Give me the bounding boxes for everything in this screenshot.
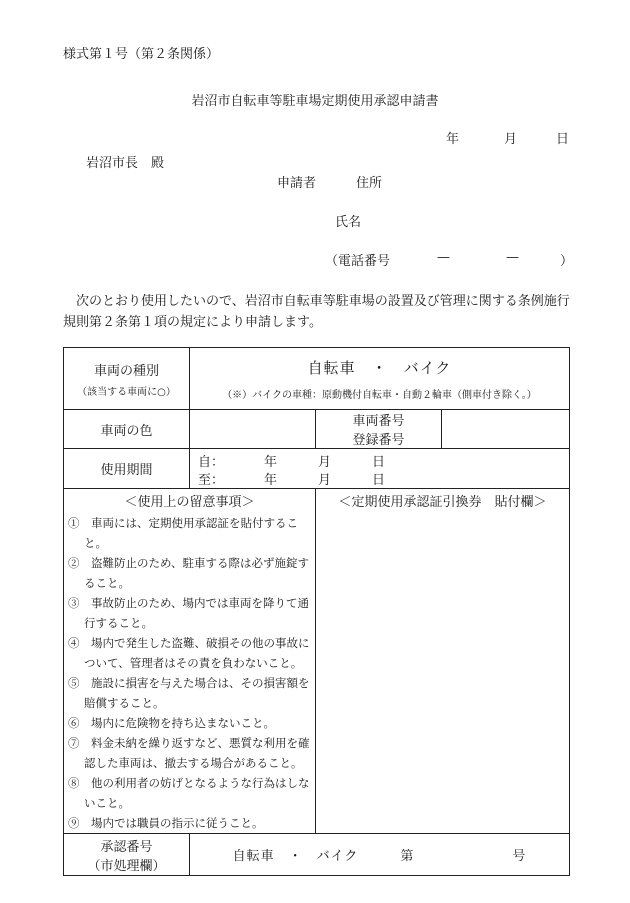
vehicle-number-label-cell — [316, 410, 442, 449]
notes-heading: ＜使用上の留意事項＞ — [124, 495, 255, 510]
approval-number-label: 承認番号 — [100, 839, 153, 855]
stamp-area-cell — [316, 489, 570, 834]
period-from-label: 自： — [198, 454, 225, 470]
phone-line — [325, 250, 575, 268]
vehicle-number-value — [442, 410, 570, 449]
form-number: 様式第１号（第２条関係） — [63, 47, 220, 62]
note-item: ⑦ 料金未納を繰り返すなど、悪質な利用を確認した車両は、撤去する場合があること。 — [68, 736, 310, 770]
period-to-year: 年 — [264, 472, 278, 488]
phone-separator-2: — — [506, 250, 519, 265]
application-form-table — [63, 347, 570, 876]
period-value-cell — [190, 449, 570, 489]
phone-label: （電話番号 — [325, 254, 391, 269]
period-to-month: 月 — [318, 472, 332, 488]
period-to-day: 日 — [372, 472, 386, 488]
note-item: ⑤ 施設に損害を与えた場合は、その損害額を賠償すること。 — [68, 676, 310, 710]
vehicle-type-value-cell — [190, 348, 570, 410]
approval-office-note: （市処理欄） — [87, 858, 166, 874]
period-from-line — [198, 451, 569, 469]
vehicle-type-label-cell — [64, 348, 190, 410]
phone-close: ） — [560, 254, 574, 269]
stamp-area-heading: ＜定期使用承認証引換券 貼付欄＞ — [338, 495, 547, 510]
period-from-day: 日 — [372, 454, 386, 470]
body-text: 次のとおり使用したいので、岩沼市自転車等駐車場の設置及び管理に関する条例施行規則第２条第１項の規定により申請します。 — [63, 294, 570, 330]
note-item: ① 車両には、定期使用承認証を貼付すること。 — [68, 516, 298, 550]
period-to-label: 至： — [198, 472, 225, 488]
applicant-label: 申請者 — [277, 176, 317, 191]
period-from-year: 年 — [264, 454, 278, 470]
notes-cell — [64, 489, 316, 834]
note-item: ④ 場内で発生した盗難、破損その他の事故について、管理者はその責を負わないこと。 — [68, 636, 310, 670]
note-item: ⑥ 場内に危険物を持ち込まないこと。 — [68, 716, 275, 730]
name-label: 氏名 — [335, 215, 362, 230]
registration-number-label: 登録番号 — [352, 433, 405, 448]
date-month-label: 月 — [504, 132, 518, 147]
approval-number-value: 自転車 ・ バイク 第 号 — [190, 834, 570, 876]
period-to-line — [198, 469, 569, 487]
document-title: 岩沼市自転車等駐車場定期使用承認申請書 — [191, 94, 439, 109]
vehicle-number-label: 車両番号 — [352, 414, 405, 429]
vehicle-type-label: 車両の種別 — [93, 363, 159, 379]
date-line — [0, 128, 630, 146]
notes-row — [64, 489, 570, 834]
note-item: ③ 事故防止のため、場内では車両を降りて通行すること。 — [68, 596, 310, 630]
date-day-label: 日 — [556, 132, 570, 147]
note-item: ⑨ 場内では職員の指示に従うこと。 — [68, 816, 264, 830]
bike-note: （※）バイクの車種：原動機付自転車・自動２輪車（側車付き除く。） — [222, 389, 537, 401]
vehicle-type-row — [64, 348, 570, 410]
addressee: 岩沼市長 殿 — [86, 156, 165, 171]
note-item: ⑧ 他の利用者の妨げとなるような行為はしないこと。 — [68, 776, 310, 810]
color-label: 車両の色 — [64, 410, 190, 449]
vehicle-choice: 自転車 ・ バイク — [307, 358, 452, 377]
address-label: 住所 — [356, 176, 383, 191]
period-label: 使用期間 — [64, 449, 190, 489]
approval-row — [64, 834, 570, 876]
note-item: ② 盗難防止のため、駐車する際は必ず施錠すること。 — [68, 556, 310, 590]
vehicle-type-note: （該当する車両に○） — [77, 386, 176, 398]
vehicle-color-row — [64, 410, 570, 449]
approval-label-cell — [64, 834, 190, 876]
phone-separator-1: — — [437, 250, 450, 265]
date-year-label: 年 — [446, 132, 460, 147]
color-value — [190, 410, 316, 449]
period-from-month: 月 — [318, 454, 332, 470]
usage-period-row — [64, 449, 570, 489]
